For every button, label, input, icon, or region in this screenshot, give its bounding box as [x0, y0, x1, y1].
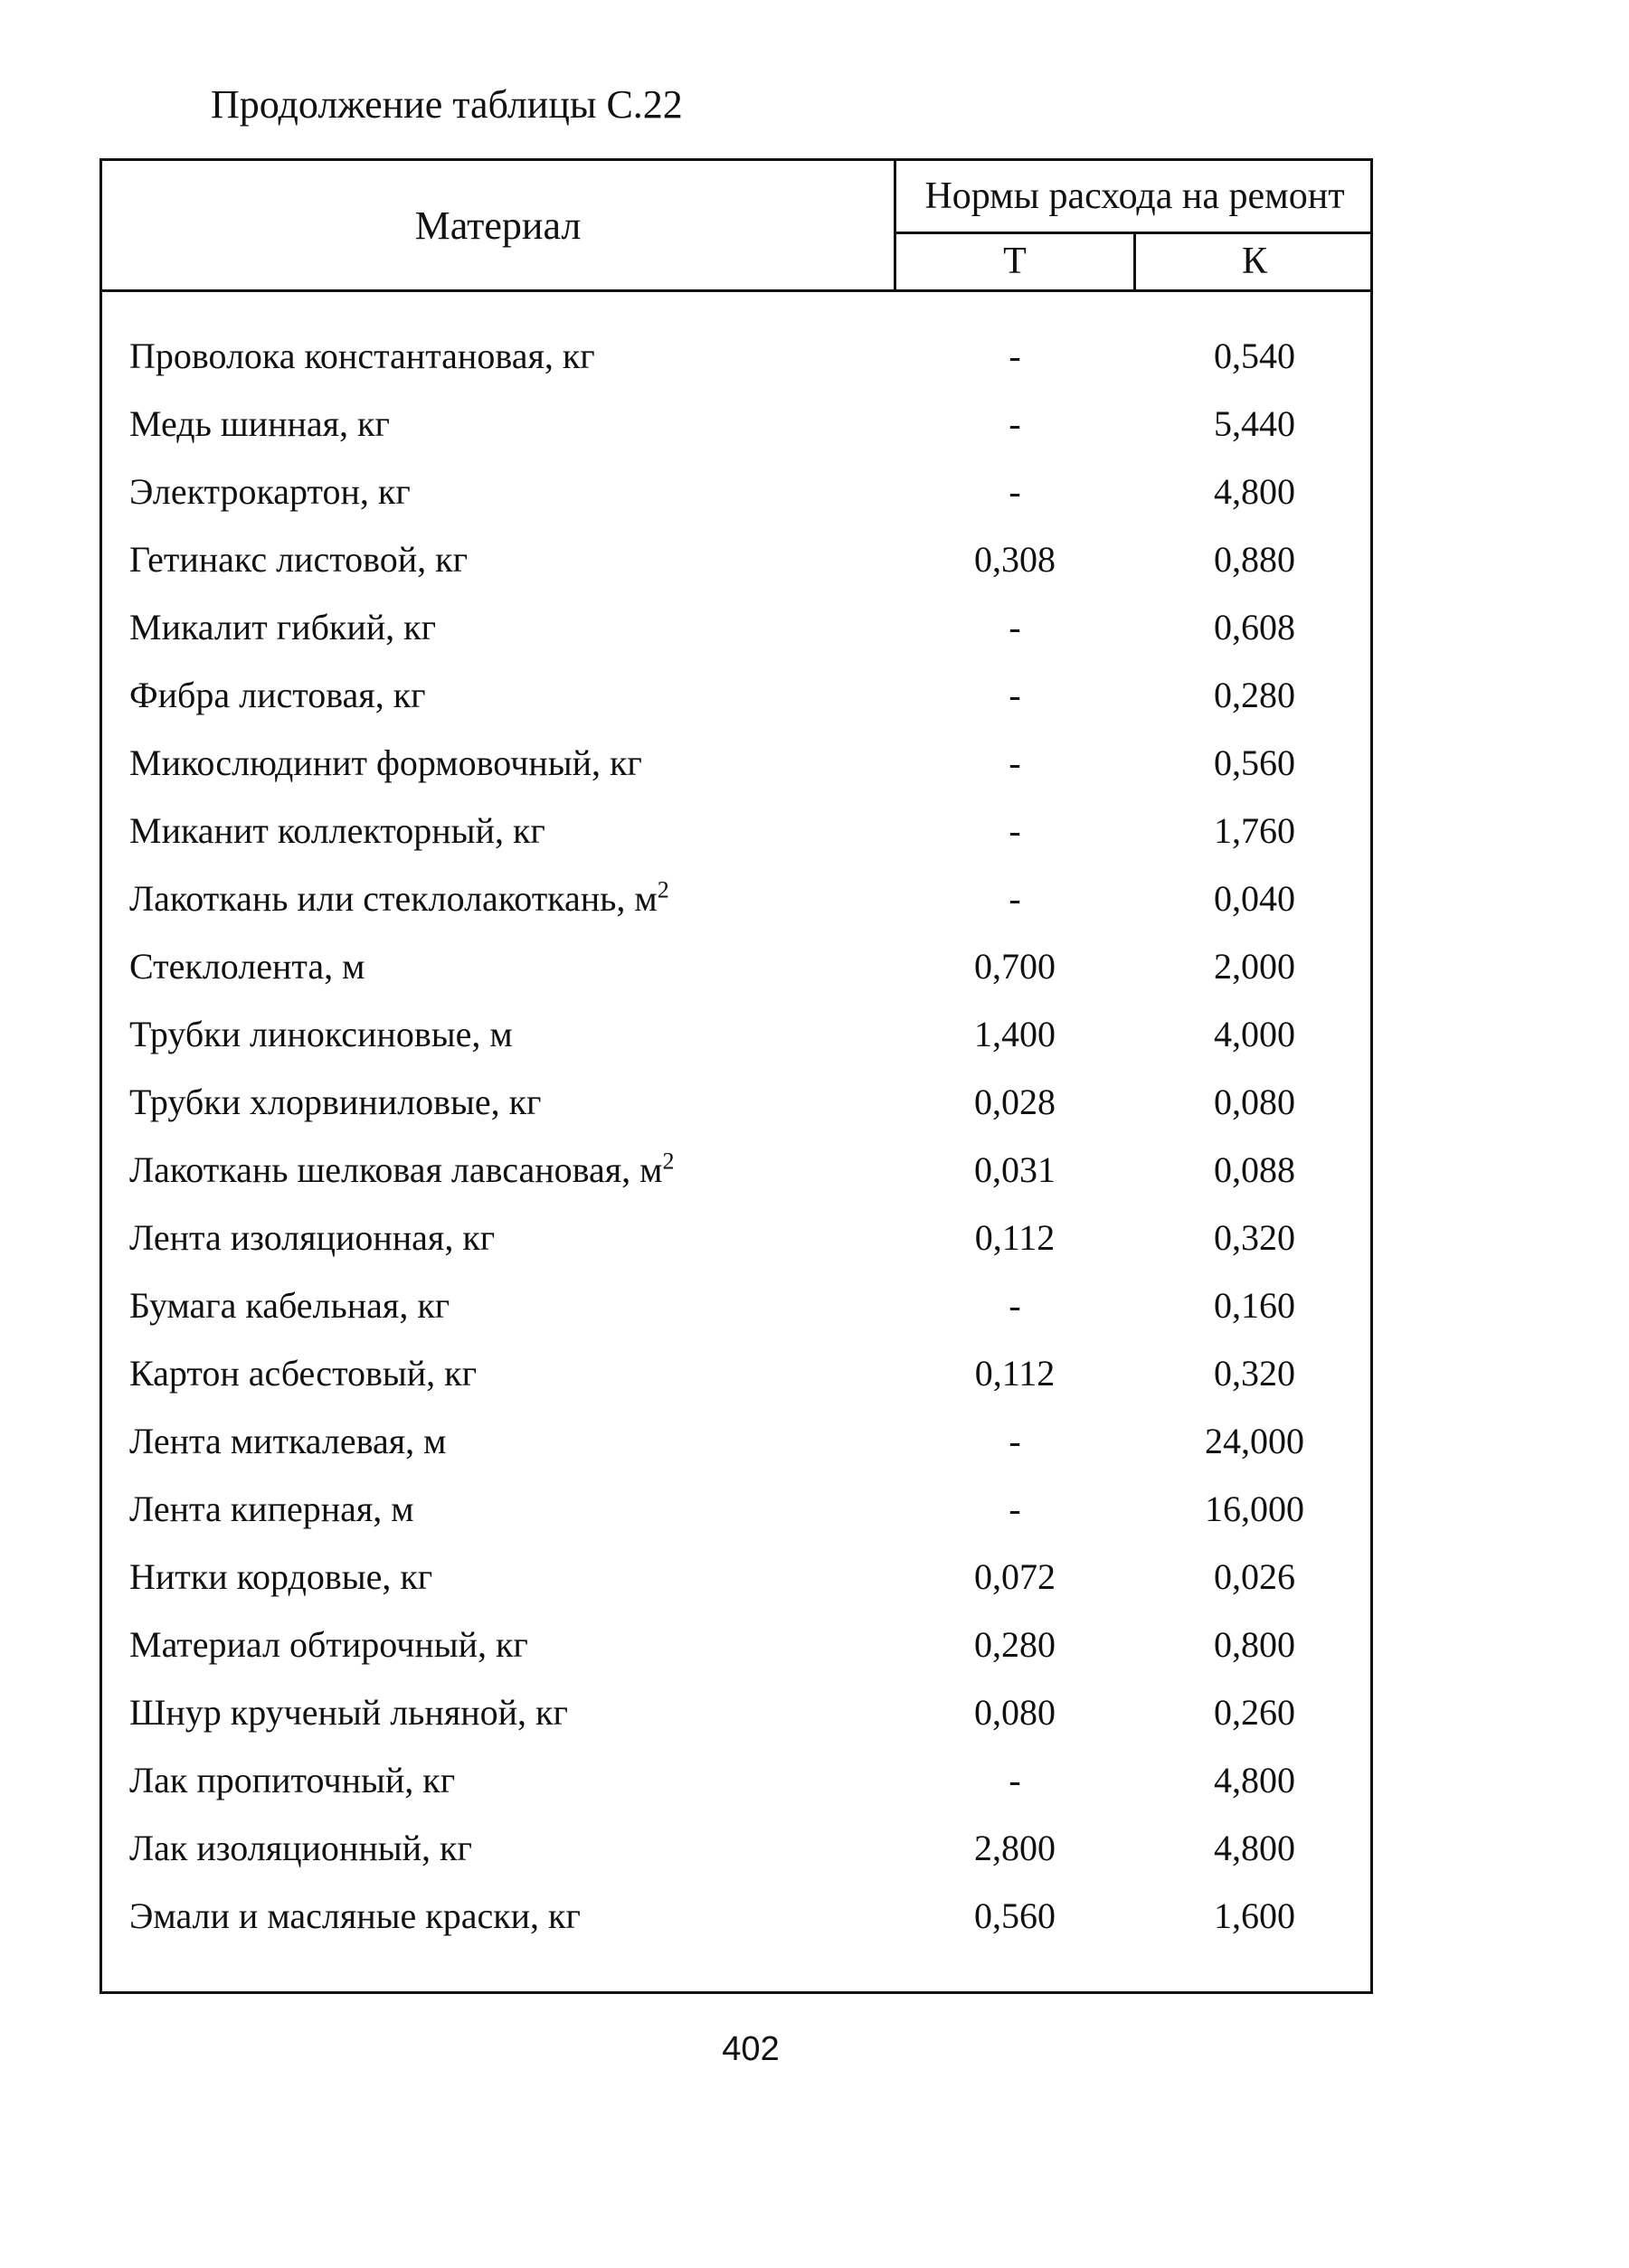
norm-k-value: 0,560 [1214, 742, 1295, 783]
material-name [129, 1611, 528, 1678]
norm-k-value: 24,000 [1205, 1421, 1304, 1461]
norm-k-value: 4,800 [1214, 1760, 1295, 1800]
norm-t-value: - [1009, 1421, 1021, 1461]
norm-k-value: 2,000 [1214, 946, 1295, 987]
table-row [102, 458, 1370, 525]
norm-t-value: 0,700 [974, 946, 1056, 987]
table-row [102, 661, 1370, 729]
norm-t-value: 0,112 [974, 1353, 1056, 1394]
table-row [102, 1475, 1370, 1543]
material-name-text: Эмали и масляные краски, кг [129, 1895, 581, 1936]
material-name [129, 593, 436, 661]
norm-t-value: - [1009, 335, 1021, 376]
norm-t-value: 0,112 [974, 1217, 1056, 1258]
material-name-text: Лента киперная, м [129, 1488, 414, 1529]
material-name [129, 1136, 675, 1204]
norm-k-value: 0,320 [1214, 1353, 1295, 1394]
material-name [129, 525, 468, 593]
table-row [102, 1204, 1370, 1271]
table-caption: Продолжение таблицы С.22 [211, 82, 683, 127]
material-name-text: Электрокартон, кг [129, 471, 411, 512]
table-row [102, 1746, 1370, 1814]
norm-k-value: 0,026 [1214, 1556, 1295, 1597]
material-name [129, 1475, 414, 1543]
material-name-text: Лакоткань шелковая лавсановая, м [129, 1149, 663, 1190]
norm-k-value: 16,000 [1205, 1488, 1304, 1529]
norm-k-value: 0,880 [1214, 539, 1295, 580]
material-name-text: Трубки хлорвиниловые, кг [129, 1082, 542, 1122]
norm-t-value: - [1009, 403, 1021, 444]
table-row [102, 729, 1370, 797]
material-name [129, 797, 545, 865]
material-name [129, 1000, 513, 1068]
norm-k-value: 0,160 [1214, 1285, 1295, 1326]
header-bottom-rule [102, 289, 1370, 292]
norm-k-value: 0,080 [1214, 1082, 1295, 1122]
unit-superscript: 2 [662, 1148, 675, 1175]
material-name [129, 1543, 432, 1611]
norm-t-value: 0,031 [974, 1149, 1056, 1190]
material-name [129, 1882, 581, 1950]
norm-k-value: 4,800 [1214, 1828, 1295, 1868]
norm-t-value: - [1009, 1285, 1021, 1326]
norm-t-value: 1,400 [974, 1014, 1056, 1054]
norm-t-value: - [1009, 675, 1021, 715]
table-row [102, 390, 1370, 458]
header-k: К [1241, 241, 1267, 282]
material-name-text: Лак изоляционный, кг [129, 1828, 472, 1868]
material-name [129, 932, 365, 1000]
norm-k-value: 0,608 [1214, 607, 1295, 647]
material-name-text: Микослюдинит формовочный, кг [129, 742, 642, 783]
table-row [102, 797, 1370, 865]
norm-t-value: - [1009, 1488, 1021, 1529]
norm-k-value: 4,000 [1214, 1014, 1295, 1054]
material-name [129, 1814, 472, 1882]
norm-k-value: 0,040 [1214, 878, 1295, 919]
table-row [102, 865, 1370, 932]
material-name-text: Нитки кордовые, кг [129, 1556, 433, 1597]
material-name [129, 729, 642, 797]
material-name-text: Трубки линоксиновые, м [129, 1014, 513, 1054]
norm-k-value: 0,280 [1214, 675, 1295, 715]
material-name [129, 865, 669, 932]
material-name [129, 1678, 568, 1746]
materials-table [99, 158, 1373, 1994]
table-row [102, 1543, 1370, 1611]
table-row [102, 1136, 1370, 1204]
material-name-text: Шнур крученый льняной, кг [129, 1692, 568, 1733]
table-row [102, 932, 1370, 1000]
material-name-text: Медь шинная, кг [129, 403, 390, 444]
material-name [129, 1746, 455, 1814]
header-material: Материал [414, 203, 582, 248]
table-row [102, 1814, 1370, 1882]
material-name-text: Картон асбестовый, кг [129, 1353, 478, 1394]
norm-k-value: 0,320 [1214, 1217, 1295, 1258]
page-number: 402 [722, 2030, 780, 2068]
material-name [129, 1204, 495, 1271]
material-name [129, 1068, 541, 1136]
material-name-text: Гетинакс листовой, кг [129, 539, 469, 580]
norm-t-value: - [1009, 607, 1021, 647]
material-name [129, 458, 411, 525]
material-name-text: Бумага кабельная, кг [129, 1285, 450, 1326]
norm-t-value: - [1009, 471, 1021, 512]
norm-k-value: 0,088 [1214, 1149, 1295, 1190]
norm-t-value: 0,080 [974, 1692, 1056, 1733]
table-row [102, 525, 1370, 593]
table-row [102, 1678, 1370, 1746]
material-name [129, 1339, 477, 1407]
table-row [102, 1271, 1370, 1339]
material-name [129, 1271, 450, 1339]
unit-superscript: 2 [657, 876, 669, 903]
norm-t-value: 0,280 [974, 1624, 1056, 1665]
material-name [129, 390, 390, 458]
norm-t-value: - [1009, 810, 1021, 851]
material-name-text: Проволока константановая, кг [129, 335, 595, 376]
material-name [129, 322, 595, 390]
table-row [102, 1000, 1370, 1068]
material-name-text: Лента изоляционная, кг [129, 1217, 496, 1258]
table-row [102, 1407, 1370, 1475]
table-row [102, 593, 1370, 661]
norm-k-value: 4,800 [1214, 471, 1295, 512]
norm-k-value: 1,600 [1214, 1895, 1295, 1936]
material-name-text: Лента миткалевая, м [129, 1421, 447, 1461]
norm-t-value: 2,800 [974, 1828, 1056, 1868]
norm-t-value: - [1009, 878, 1021, 919]
table-row [102, 322, 1370, 390]
material-name-text: Фибра листовая, кг [129, 675, 426, 715]
material-name [129, 661, 426, 729]
norm-k-value: 0,540 [1214, 335, 1295, 376]
norm-k-value: 5,440 [1214, 403, 1295, 444]
material-name-text: Микалит гибкий, кг [129, 607, 437, 647]
material-name-text: Лакоткань или стеклолакоткань, м [129, 878, 658, 919]
table-row [102, 1339, 1370, 1407]
table-row [102, 1611, 1370, 1678]
table-row [102, 1882, 1370, 1950]
norm-t-value: 0,072 [974, 1556, 1056, 1597]
norm-t-value: 0,560 [974, 1895, 1056, 1936]
norm-k-value: 1,760 [1214, 810, 1295, 851]
norm-t-value: - [1009, 1760, 1021, 1800]
norm-k-value: 0,800 [1214, 1624, 1295, 1665]
material-name-text: Материал обтирочный, кг [129, 1624, 528, 1665]
table-body [102, 322, 1370, 1950]
header-t: Т [1003, 241, 1027, 282]
material-name-text: Лак пропиточный, кг [129, 1760, 456, 1800]
norm-t-value: - [1009, 742, 1021, 783]
table-row [102, 1068, 1370, 1136]
material-name-text: Стеклолента, м [129, 946, 365, 987]
norm-t-value: 0,028 [974, 1082, 1056, 1122]
norm-k-value: 0,260 [1214, 1692, 1295, 1733]
norm-t-value: 0,308 [974, 539, 1056, 580]
header-norms: Нормы расхода на ремонт [924, 175, 1345, 217]
material-name [129, 1407, 446, 1475]
material-name-text: Миканит коллекторный, кг [129, 810, 545, 851]
